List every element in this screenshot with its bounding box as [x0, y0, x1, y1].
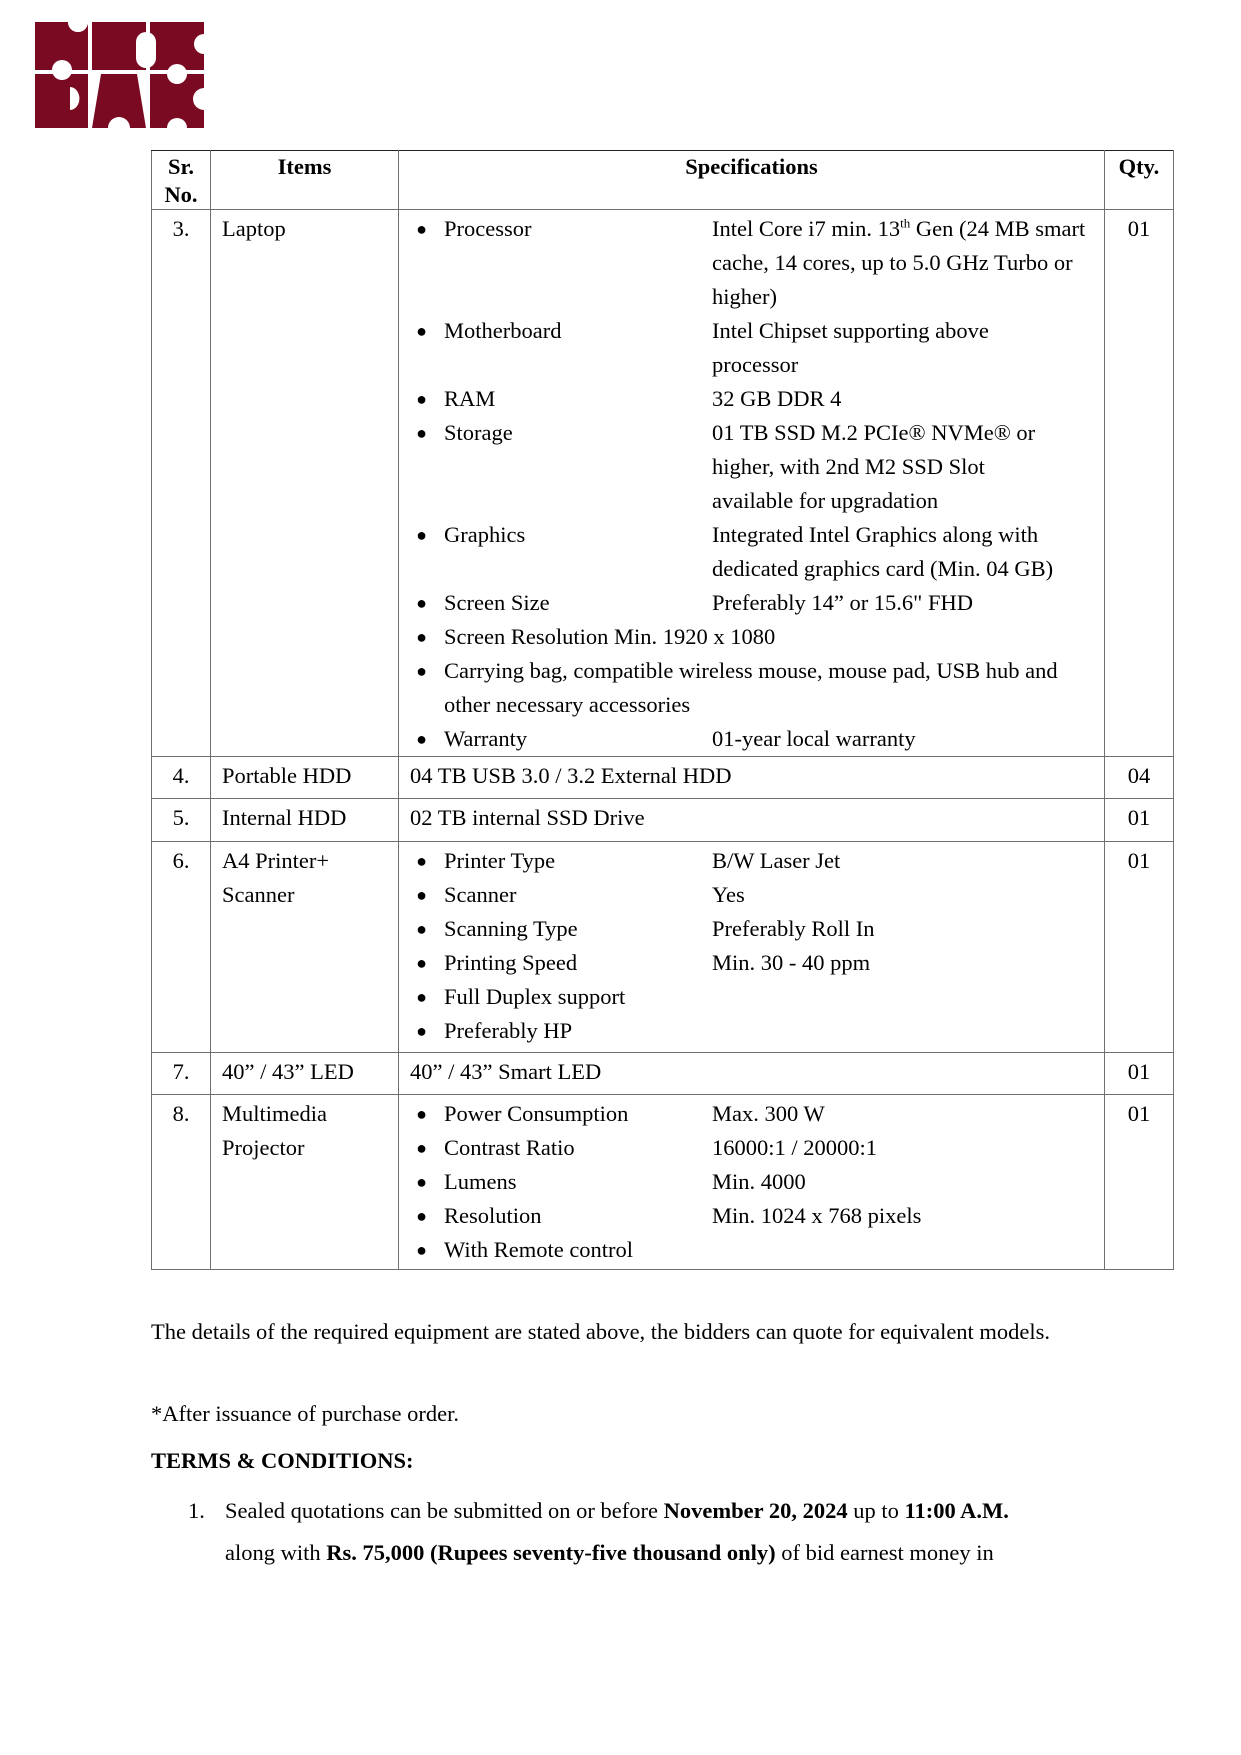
spec-line [399, 1097, 1104, 1131]
row-sr: 7. [152, 1053, 211, 1095]
equipment-table [151, 150, 1174, 1270]
terms-time: 11:00 A.M. [904, 1498, 1009, 1523]
terms-text: Sealed quotations can be submitted on or before [225, 1498, 664, 1523]
terms-item-text [225, 1490, 1188, 1574]
row-item [211, 1095, 399, 1270]
spec-label: Lumens [444, 1169, 517, 1194]
bullet-icon: ● [416, 389, 427, 409]
row-spec-text: 02 TB internal SSD Drive [399, 799, 1105, 842]
spec-value: Max. 300 W [712, 1101, 825, 1126]
spec-label: Printing Speed [444, 950, 578, 975]
item-line: A4 Printer+ [222, 848, 330, 873]
row-sr: 8. [152, 1095, 211, 1270]
spec-label: Screen Resolution [444, 624, 609, 649]
spec-value: Integrated Intel Graphics along with dedicated graphics card (Min. 04 GB) [712, 522, 1054, 581]
spec-value-part: Intel Core i7 min. 13 [712, 216, 901, 241]
bullet-icon: ● [416, 661, 427, 681]
table-row [152, 210, 1174, 757]
spec-label: Contrast Ratio [444, 1135, 575, 1160]
spec-line [399, 980, 1104, 1014]
row-item: Laptop [211, 210, 399, 757]
row-qty: 01 [1105, 842, 1174, 1053]
spec-line [399, 722, 1104, 756]
spec-value: Yes [712, 882, 745, 907]
spec-line [399, 382, 1104, 416]
spec-label: Motherboard [444, 318, 562, 343]
spec-value-superscript: th [900, 215, 911, 231]
table-header-row [152, 151, 1174, 210]
bullet-icon: ● [416, 1021, 427, 1041]
spec-value [712, 212, 1092, 314]
spec-line [399, 586, 1104, 620]
spec-label: Printer Type [444, 848, 556, 873]
header-sr-line2: No. [164, 182, 198, 207]
table-row [152, 799, 1174, 842]
spec-label: Processor [444, 216, 532, 241]
row-spec-text: 04 TB USB 3.0 / 3.2 External HDD [399, 757, 1105, 799]
spec-label: Scanner [444, 882, 517, 907]
spec-value: Intel Chipset supporting above processor [712, 318, 989, 377]
spec-line [399, 1014, 1104, 1048]
spec-line [399, 912, 1104, 946]
bullet-icon: ● [416, 525, 427, 545]
bullet-icon: ● [416, 729, 427, 749]
spec-text: Carrying bag, compatible wireless mouse, mouse pad, USB hub and other necessary accessories [444, 658, 1058, 717]
spec-label: Graphics [444, 522, 526, 547]
spec-line [399, 518, 1104, 586]
spec-label: Storage [444, 420, 513, 445]
bullet-icon: ● [416, 987, 427, 1007]
spec-value: Min. 4000 [712, 1169, 806, 1194]
spec-value: 01-year local warranty [712, 726, 916, 751]
header-specifications: Specifications [399, 151, 1105, 210]
spec-line [399, 1199, 1104, 1233]
bullet-icon: ● [416, 219, 427, 239]
header-sr-line1: Sr. [167, 154, 195, 179]
table-row [152, 757, 1174, 799]
row-item: Portable HDD [211, 757, 399, 799]
bullet-icon: ● [416, 1104, 427, 1124]
spec-label: Screen Size [444, 590, 550, 615]
terms-text: along with [225, 1540, 327, 1565]
row-item [211, 842, 399, 1053]
table-row [152, 842, 1174, 1053]
spec-text: Full Duplex support [444, 984, 626, 1009]
details-paragraph: The details of the required equipment are stated above, the bidders can quote for equivalent models. [151, 1319, 1051, 1344]
item-line: Multimedia [222, 1101, 327, 1126]
terms-item-number: 1. [188, 1498, 205, 1523]
spec-line [399, 416, 1104, 518]
spec-line [399, 1233, 1104, 1267]
bullet-icon: ● [416, 627, 427, 647]
item-line: Scanner [222, 882, 295, 907]
row-item: Internal HDD [211, 799, 399, 842]
row-specs [399, 1095, 1105, 1270]
spec-line [399, 314, 1104, 382]
terms-item [188, 1490, 1188, 1574]
row-sr: 4. [152, 757, 211, 799]
spec-value: Preferably Roll In [712, 916, 875, 941]
bullet-icon: ● [416, 1138, 427, 1158]
spec-value: B/W Laser Jet [712, 848, 841, 873]
spec-line [399, 620, 1104, 654]
spec-line [399, 212, 1104, 314]
row-qty: 01 [1105, 210, 1174, 757]
asterisk-note: *After issuance of purchase order. [151, 1401, 460, 1426]
item-line: Projector [222, 1135, 305, 1160]
row-qty: 04 [1105, 757, 1174, 799]
row-sr: 3. [152, 210, 211, 757]
spec-text: Preferably HP [444, 1018, 573, 1043]
spec-value-part: Gen (24 MB smart cache, 14 cores, up to 5.0 GHz Turbo or higher) [712, 216, 1086, 309]
header-items: Items [211, 151, 399, 210]
spec-line [399, 878, 1104, 912]
spec-label: Power Consumption [444, 1101, 629, 1126]
row-spec-text: 40” / 43” Smart LED [399, 1053, 1105, 1095]
bullet-icon: ● [416, 321, 427, 341]
spec-line [399, 654, 1104, 722]
spec-text: With Remote control [444, 1237, 634, 1262]
spec-value: Preferably 14” or 15.6" FHD [712, 590, 974, 615]
spec-value: Min. 1920 x 1080 [613, 624, 776, 649]
spec-value: 16000:1 / 20000:1 [712, 1135, 878, 1160]
table-row [152, 1053, 1174, 1095]
spec-value: 01 TB SSD M.2 PCIe® NVMe® or higher, with 2nd M2 SSD Slot available for upgradation [712, 420, 1036, 513]
header-qty: Qty. [1105, 151, 1174, 210]
row-item: 40” / 43” LED [211, 1053, 399, 1095]
bullet-icon: ● [416, 919, 427, 939]
spec-value: 32 GB DDR 4 [712, 386, 842, 411]
bullet-icon: ● [416, 423, 427, 443]
terms-text: of bid earnest money in [775, 1540, 994, 1565]
header-sr-no [152, 151, 211, 210]
spec-line [399, 844, 1104, 878]
terms-heading: TERMS & CONDITIONS: [151, 1448, 414, 1473]
spec-line [399, 1165, 1104, 1199]
spec-label: RAM [444, 386, 496, 411]
row-sr: 5. [152, 799, 211, 842]
nespak-logo [35, 22, 205, 128]
row-sr: 6. [152, 842, 211, 1053]
spec-label-value [444, 620, 1104, 654]
spec-line [399, 1131, 1104, 1165]
terms-text: up to [847, 1498, 905, 1523]
bullet-icon: ● [416, 593, 427, 613]
spec-value: Min. 30 - 40 ppm [712, 950, 871, 975]
bullet-icon: ● [416, 1172, 427, 1192]
spec-label: Warranty [444, 726, 528, 751]
spec-value: Min. 1024 x 768 pixels [712, 1203, 922, 1228]
terms-amount: Rs. 75,000 (Rupees seventy-five thousand only) [326, 1540, 776, 1565]
row-qty: 01 [1105, 1095, 1174, 1270]
row-specs [399, 210, 1105, 757]
spec-label: Resolution [444, 1203, 542, 1228]
table-row [152, 1095, 1174, 1270]
spec-label: Scanning Type [444, 916, 578, 941]
bullet-icon: ● [416, 1240, 427, 1260]
row-specs [399, 842, 1105, 1053]
row-qty: 01 [1105, 799, 1174, 842]
bullet-icon: ● [416, 953, 427, 973]
row-qty: 01 [1105, 1053, 1174, 1095]
bullet-icon: ● [416, 885, 427, 905]
terms-date: November 20, 2024 [663, 1498, 848, 1523]
bullet-icon: ● [416, 1206, 427, 1226]
bullet-icon: ● [416, 851, 427, 871]
spec-line [399, 946, 1104, 980]
